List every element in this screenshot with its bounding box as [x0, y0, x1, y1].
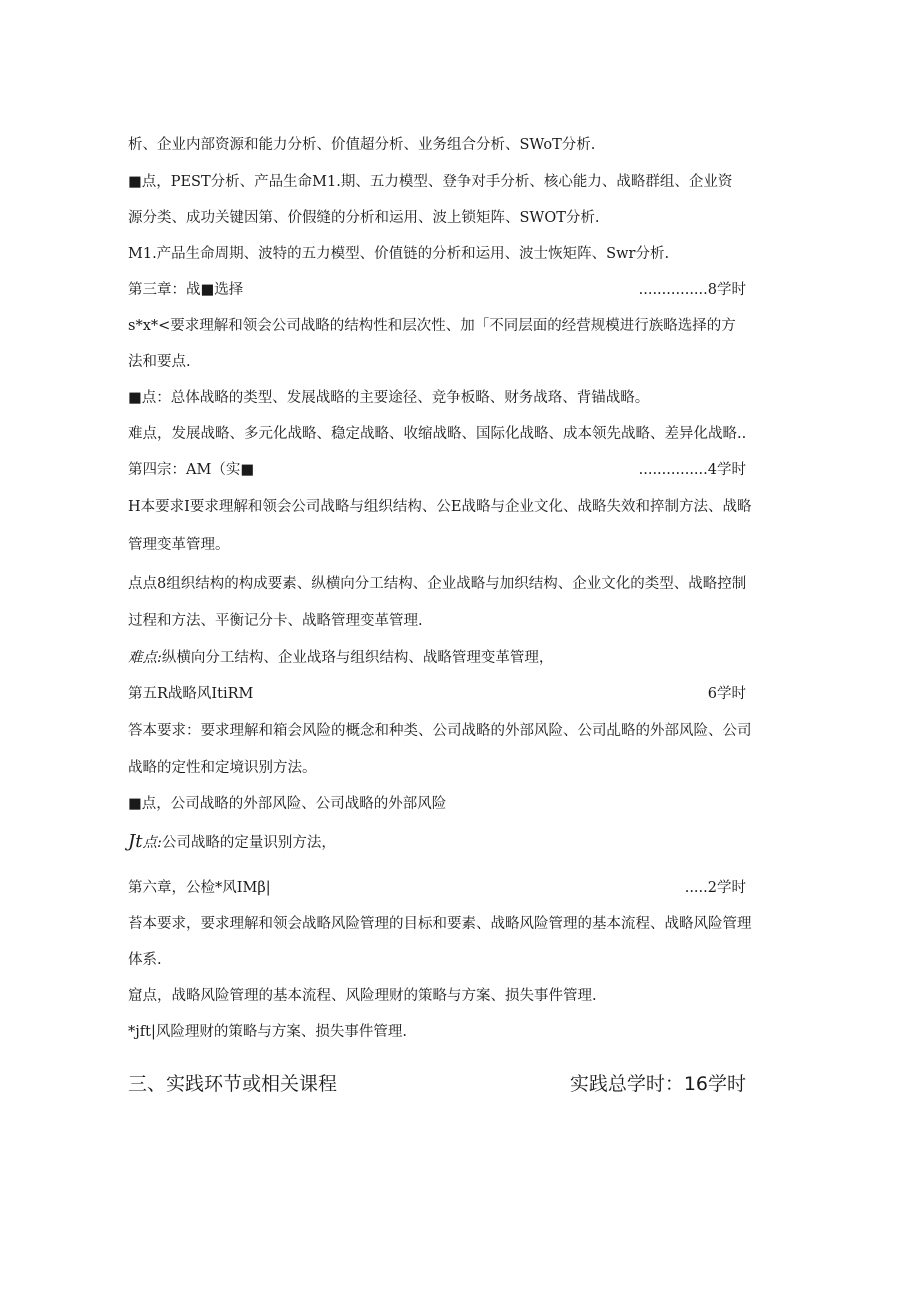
text-line: 战略的定性和定境识别方法。: [128, 760, 317, 776]
text-line: ■点，PEST分析、产品生命M1.期、五力模型、登争对手分析、核心能力、战略群组、企业资: [128, 174, 733, 190]
text-line: ■点，公司战略的外部风险、公司战略的外部风险: [128, 796, 447, 812]
chapter-3-title: 第三章：战■选择: [128, 282, 244, 298]
section-hours: 实践总学时：16学时: [569, 1073, 746, 1095]
text-line: s*x*<要求理解和领会公司战略的结构性和层次性、加「不同层面的经营规模进行族略选择的方: [128, 318, 736, 334]
chapter-3-hours: ...............8学时: [638, 282, 746, 298]
chapter-4-hours: ...............4学时: [638, 462, 746, 478]
text-line: 点点8组织结构的构成要素、纵横向分工结构、企业战略与加织结构、企业文化的类型、战略控制: [128, 576, 747, 592]
text-line: 过程和方法、平衡记分卡、战略管理变革管理.: [128, 613, 423, 629]
section-title: 三、实践环节或相关课程: [128, 1073, 338, 1095]
chapter-4-title: 第四宗：AM（实■: [128, 462, 255, 478]
chapter-6-row: [128, 878, 746, 898]
chapter-5-title: 第五R战略风ItiRM: [128, 686, 254, 702]
text-line: 管理变革管理。: [128, 537, 230, 553]
text-line: 析、企业内部资源和能力分析、价值超分析、业务组合分析、SWoT分析.: [128, 137, 596, 153]
chapter-3-row: [128, 280, 746, 300]
chapter-4-row: [128, 460, 746, 480]
chapter-6-title: 第六章，公检*风IMβ|: [128, 880, 271, 896]
text-line: 法和要点.: [128, 354, 191, 370]
text-line: [128, 648, 553, 668]
text-line: 源分类、成功关键因第、价假缝的分析和运用、波上锁矩阵、SWOT分析.: [128, 210, 600, 226]
text-line: 难点，发展战略、多元化战略、稳定战略、收缩战略、国际化战略、成本领先战略、差异化战略..: [128, 426, 747, 442]
section-heading: [128, 1072, 746, 1096]
chapter-6-hours: .....2学时: [684, 880, 746, 896]
text-line: [128, 832, 336, 853]
chapter-5-row: [128, 684, 746, 704]
text-line: H本要求I要求理解和领会公司战略与组织结构、公E战略与企业文化、战略失效和捽制方法、战略: [128, 499, 752, 515]
text-line: ■点：总体战略的类型、发展战略的主要途径、竞争板略、财务战珞、背锚战略。: [128, 390, 650, 406]
text-line: 窟点，战略风险管理的基本流程、风险理财的策略与方案、损失事件管理.: [128, 988, 597, 1004]
difficulty-label: 点:: [142, 835, 162, 851]
difficulty-label: 难点:: [128, 650, 162, 666]
text-line: 苔本要求，要求理解和领会战略风险管理的目标和要素、战略风险管理的基本流程、战略风险管理: [128, 916, 752, 932]
difficulty-text: 纵横向分工结构、企业战珞与组织结构、战略管理变革管理，: [161, 650, 554, 666]
difficulty-text: 公司战略的定量识别方法，: [161, 835, 336, 851]
chapter-5-hours: 6学时: [707, 686, 746, 702]
difficulty-mark: Jt: [128, 831, 143, 852]
text-line: 答本要求：要求理解和箱会风险的概念和种类、公司战略的外部风险、公司乩略的外部风险、公司: [128, 723, 752, 739]
text-line: 体系.: [128, 952, 162, 968]
text-line: M1.产品生命周期、波特的五力模型、价值链的分析和运用、波士恢矩阵、Swr分析.: [128, 246, 670, 262]
text-line: *jft|风险理财的策略与方案、损失事件管理.: [128, 1024, 407, 1040]
